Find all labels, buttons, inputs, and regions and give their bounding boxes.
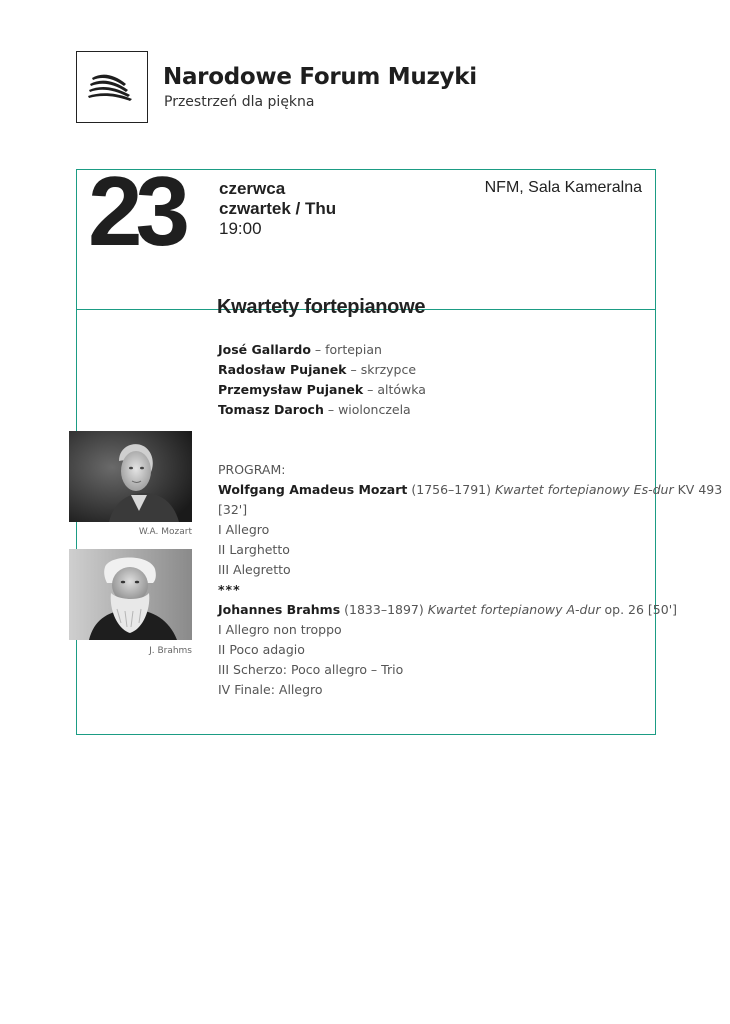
- event-venue: NFM, Sala Kameralna: [484, 179, 642, 196]
- brahms-portrait: [69, 549, 192, 640]
- work-title: Kwartet fortepianowy A-dur: [427, 602, 601, 617]
- performer-role: – altówka: [367, 382, 426, 397]
- event-time: 19:00: [219, 219, 262, 238]
- program-heading: PROGRAM:: [218, 462, 286, 477]
- performer-row: [218, 400, 426, 420]
- logo-wave-icon: [86, 70, 138, 104]
- event-day: 23: [88, 156, 184, 266]
- work-catalog: KV 493: [677, 482, 723, 497]
- work-duration: [32']: [218, 502, 248, 517]
- performer-name: Tomasz Daroch: [218, 402, 324, 417]
- composer-dates: (1756–1791): [411, 482, 491, 497]
- program-section: [218, 460, 722, 700]
- movement: II Larghetto: [218, 542, 290, 557]
- performer-role: – wiolonczela: [327, 402, 411, 417]
- performer-row: [218, 360, 426, 380]
- concert-title: Kwartety fortepianowe: [217, 296, 426, 318]
- brand-tagline: Przestrzeń dla piękna: [164, 94, 315, 110]
- performers-list: [218, 340, 426, 420]
- performer-name: José Gallardo: [218, 342, 311, 357]
- performer-role: – skrzypce: [350, 362, 417, 377]
- movement: I Allegro non troppo: [218, 622, 342, 637]
- mozart-caption: W.A. Mozart: [138, 527, 192, 537]
- event-weekday: czwartek / Thu: [219, 199, 337, 218]
- nfm-logo: [76, 51, 148, 123]
- composer-dates: (1833–1897): [344, 602, 424, 617]
- performer-name: Radosław Pujanek: [218, 362, 347, 377]
- movement: III Alegretto: [218, 562, 291, 577]
- performer-row: [218, 340, 426, 360]
- program-separator: ***: [218, 582, 241, 597]
- movement: II Poco adagio: [218, 642, 305, 657]
- composer-name: Wolfgang Amadeus Mozart: [218, 482, 408, 497]
- movement: III Scherzo: Poco allegro – Trio: [218, 662, 404, 677]
- composer-name: Johannes Brahms: [218, 602, 341, 617]
- work-catalog: op. 26 [50']: [604, 602, 678, 617]
- movement: I Allegro: [218, 522, 270, 537]
- program-work-mozart: [218, 480, 722, 500]
- mozart-portrait: [69, 431, 192, 522]
- performer-role: – fortepian: [314, 342, 382, 357]
- performer-row: [218, 380, 426, 400]
- event-month: czerwca: [219, 179, 286, 198]
- brand-name: Narodowe Forum Muzyki: [163, 64, 477, 90]
- work-title: Kwartet fortepianowy Es-dur: [494, 482, 674, 497]
- program-work-brahms: [218, 600, 722, 620]
- performer-name: Przemysław Pujanek: [218, 382, 364, 397]
- brahms-caption: J. Brahms: [149, 646, 192, 656]
- movement: IV Finale: Allegro: [218, 682, 323, 697]
